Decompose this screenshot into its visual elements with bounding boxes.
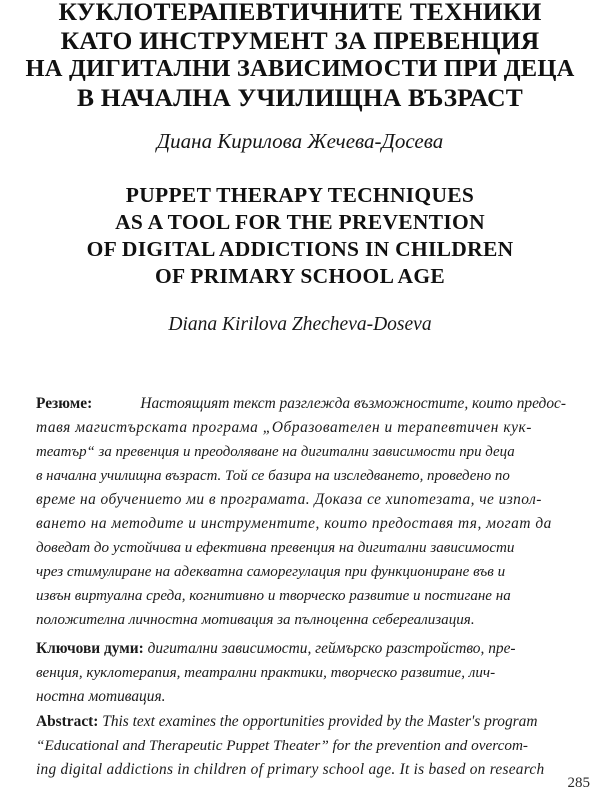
english-title-line-2: AS A TOOL FOR THE PREVENTION [115,210,485,234]
english-abstract-label: Abstract: [36,713,99,730]
bulgarian-keywords-line-1 [36,637,566,661]
bulgarian-keywords-line-3: ностна мотивация. [36,688,166,705]
english-author: Diana Kirilova Zhecheva-Doseva [168,314,432,335]
bulgarian-keywords-label: Ключови думи: [36,640,144,657]
bulgarian-author: Диана Кирилова Жечева-Досева [156,129,444,153]
bulgarian-abstract-line-8: чрез стимулиране на адекватна саморегулация при функциониране във и [36,564,506,580]
bulgarian-title [0,0,600,112]
bulgarian-keywords [36,637,566,709]
bulgarian-abstract-line-1-text: Настоящият текст разглежда възможностите, които предос- [140,395,566,412]
english-abstract-line-1 [36,710,576,734]
bulgarian-title-line-1: КУКЛОТЕРАПЕВТИЧНИТЕ ТЕХНИКИ [58,0,542,26]
bulgarian-abstract-line-4: в начална училищна възраст. Той се базира на изследването, проведено по [36,468,510,484]
bulgarian-abstract-line-1 [36,392,566,416]
english-title-line-1: PUPPET THERAPY TECHNIQUES [125,183,475,207]
bulgarian-abstract-line-5: време на обучението ми в програмата. Доказа се хипотезата, че изпол- [36,491,542,508]
english-abstract-line-2: “Educational and Therapeutic Puppet Theater” for the prevention and overcom- [36,737,528,754]
bulgarian-abstract-line-2: тавя магистърската програма „Образователен и терапевтичен кук- [36,419,532,436]
english-title-line-3: OF DIGITAL ADDICTIONS IN CHILDREN [86,237,514,261]
bulgarian-abstract-line-3: театър“ за превенция и преодоляване на дигитални зависимости при деца [36,444,515,460]
bulgarian-abstract-line-10: положителна личностна мотивация за пълноценна себереализация. [36,612,475,628]
bulgarian-abstract-line-7: доведат до устойчива и ефективна превенция на дигитални зависимости [36,540,515,556]
english-title-line-4: OF PRIMARY SCHOOL AGE [154,264,446,288]
bulgarian-title-line-3: НА ДИГИТАЛНИ ЗАВИСИМОСТИ ПРИ ДЕЦА [25,55,575,82]
bulgarian-title-line-4: В НАЧАЛНА УЧИЛИЩНА ВЪЗРАСТ [77,82,523,112]
bulgarian-abstract-line-9: извън виртуална среда, когнитивно и творческо развитие и постигане на [36,588,511,604]
english-abstract-line-1-text: This text examines the opportunities provided by the Master's program [102,713,538,730]
bulgarian-keywords-line-2: венция, куклотерапия, театрални практики, творческо развитие, лич- [36,665,496,681]
bulgarian-abstract-line-6: ването на методите и инструментите, които предоставя тя, могат да [36,515,552,532]
bulgarian-abstract [36,392,566,632]
english-abstract [36,710,576,782]
bulgarian-title-line-2: КАТО ИНСТРУМЕНТ ЗА ПРЕВЕНЦИЯ [60,25,540,55]
bulgarian-keywords-line-1-text: дигитални зависимости, геймърско разстройство, пре- [147,640,516,657]
english-title [0,182,600,290]
bulgarian-abstract-label: Резюме: [36,395,93,412]
page-number: 285 [567,775,590,791]
english-abstract-line-3: ing digital addictions in children of primary school age. It is based on research [36,761,545,778]
